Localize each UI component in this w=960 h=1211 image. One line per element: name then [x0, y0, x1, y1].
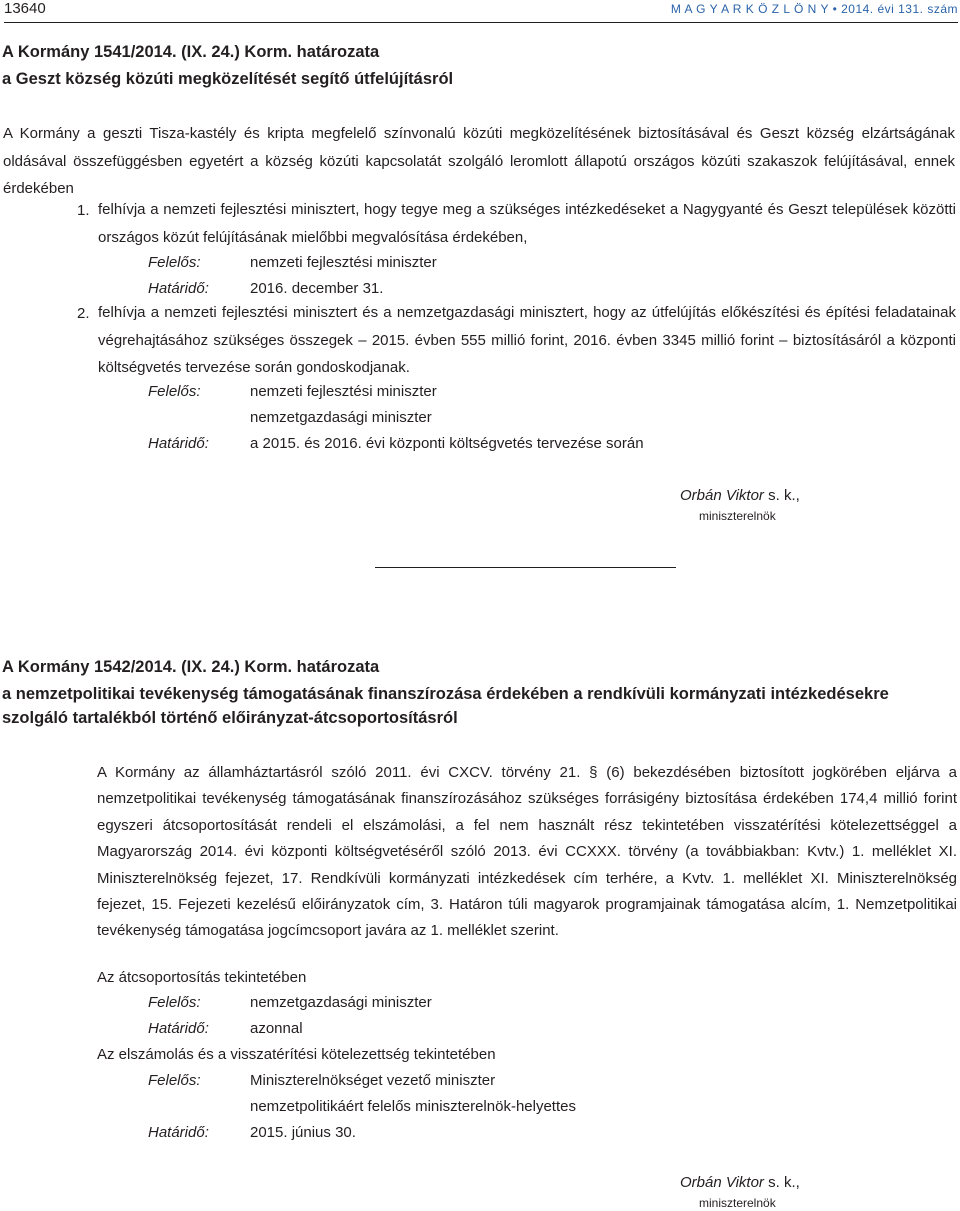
settlement-deadline-label: Határidő:	[148, 1124, 209, 1141]
signer-name: Orbán Viktor	[680, 487, 764, 504]
page-number: 13640	[4, 0, 46, 17]
item-2-responsible-1: nemzeti fejlesztési miniszter	[250, 383, 437, 400]
resolution-1-title: A Kormány 1541/2014. (IX. 24.) Korm. határozata	[2, 43, 380, 61]
item-2-responsible-label: Felelős:	[148, 383, 201, 400]
item-2-text: felhívja a nemzeti fejlesztési minisztert és a nemzetgazdasági minisztert, hogy az útfelújítás előkészítési és építési feladatainak végrehajtásához szükséges összegek – 2015. évben 555 millió forint, 2016. évben 3345 millió forint – biztosításáról a központi költségvetés tervezése során gondoskodjanak.	[98, 304, 956, 376]
resolution-2-signature	[680, 1174, 800, 1191]
journal-running-head: M A G Y A R K Ö Z L Ö N Y • 2014. évi 131. szám	[670, 2, 958, 16]
item-2-responsible-2: nemzetgazdasági miniszter	[250, 409, 432, 426]
section-divider	[375, 567, 676, 568]
settlement-responsible-label: Felelős:	[148, 1072, 201, 1089]
resolution-2-title: A Kormány 1542/2014. (IX. 24.) Korm. határozata	[2, 658, 380, 676]
settlement-heading: Az elszámolás és a visszatérítési kötelezettség tekintetében	[97, 1046, 496, 1063]
item-2-deadline: a 2015. és 2016. évi központi költségvetés tervezése során	[250, 435, 644, 452]
signer-name: Orbán Viktor	[680, 1174, 764, 1191]
transfer-responsible-label: Felelős:	[148, 994, 201, 1011]
transfer-deadline: azonnal	[250, 1020, 303, 1037]
item-1-responsible-label: Felelős:	[148, 254, 201, 271]
transfer-heading: Az átcsoportosítás tekintetében	[97, 969, 307, 986]
settlement-responsible-1: Miniszterelnökséget vezető miniszter	[250, 1072, 496, 1089]
transfer-responsible: nemzetgazdasági miniszter	[250, 994, 432, 1011]
resolution-1-intro: A Kormány a geszti Tisza-kastély és kripta megfelelő színvonalú közúti megközelítésének biztosításával és Geszt község elzártságának oldásával összefüggésben egyetért a község közúti kapcsolatát szolgáló leromlott állapotú országos közúti szakaszok felújításával, ennek érdekében	[3, 125, 955, 197]
item-1-deadline: 2016. december 31.	[250, 280, 384, 297]
item-1-deadline-label: Határidő:	[148, 280, 209, 297]
item-1-text: felhívja a nemzeti fejlesztési minisztert, hogy tegye meg a szükséges intézkedéseket a Nagygyanté és Geszt települések közötti országos közút felújításának mielőbbi megvalósítása érdekében,	[98, 201, 956, 246]
resolution-1-signer-title: miniszterelnök	[699, 509, 776, 523]
settlement-deadline: 2015. június 30.	[250, 1124, 356, 1141]
item-2-deadline-label: Határidő:	[148, 435, 209, 452]
resolution-2-signer-title: miniszterelnök	[699, 1196, 776, 1210]
item-2-number: 2.	[77, 305, 90, 322]
item-1-responsible: nemzeti fejlesztési miniszter	[250, 254, 437, 271]
settlement-responsible-2: nemzetpolitikáért felelős miniszterelnök-helyettes	[250, 1098, 576, 1115]
resolution-2-body: A Kormány az államháztartásról szóló 2011. évi CXCV. törvény 21. § (6) bekezdésében biztosított jogkörében eljárva a nemzetpolitikai tevékenység támogatásának finanszírozásához szükséges forrásigény biztosítása érdekében 174,4 millió forint egyszeri átcsoportosítását rendeli el elszámolási, a fel nem használt rész tekintetében visszatérítési kötelezettséggel a Magyarország 2014. évi központi költségvetéséről szóló 2013. évi CCXXX. törvény (a továbbiakban: Kvtv.) 1. melléklet XI. Miniszterelnökség fejezet, 17. Rendkívüli kormányzati intézkedések cím terhére, a Kvtv. 1. melléklet XI. Miniszterelnökség fejezet, 15. Fejezeti kezelésű előirányzatok cím, 3. Határon túli magyarok programjainak támogatása alcím, 1. Nemzetpolitikai tevékenység támogatása jogcímcsoport javára az 1. melléklet szerint.	[97, 764, 957, 940]
signer-suffix: s. k.,	[763, 487, 800, 504]
resolution-1-subtitle: a Geszt község közúti megközelítését segítő útfelújításról	[2, 70, 454, 88]
transfer-deadline-label: Határidő:	[148, 1020, 209, 1037]
resolution-1-signature	[680, 487, 800, 504]
signer-suffix: s. k.,	[763, 1174, 800, 1191]
item-1-number: 1.	[77, 202, 90, 219]
header-divider	[4, 22, 958, 23]
resolution-2-subtitle: a nemzetpolitikai tevékenység támogatásának finanszírozása érdekében a rendkívüli kormányzati intézkedésekre szolgáló tartalékból történő előirányzat-átcsoportosításról	[2, 685, 889, 727]
